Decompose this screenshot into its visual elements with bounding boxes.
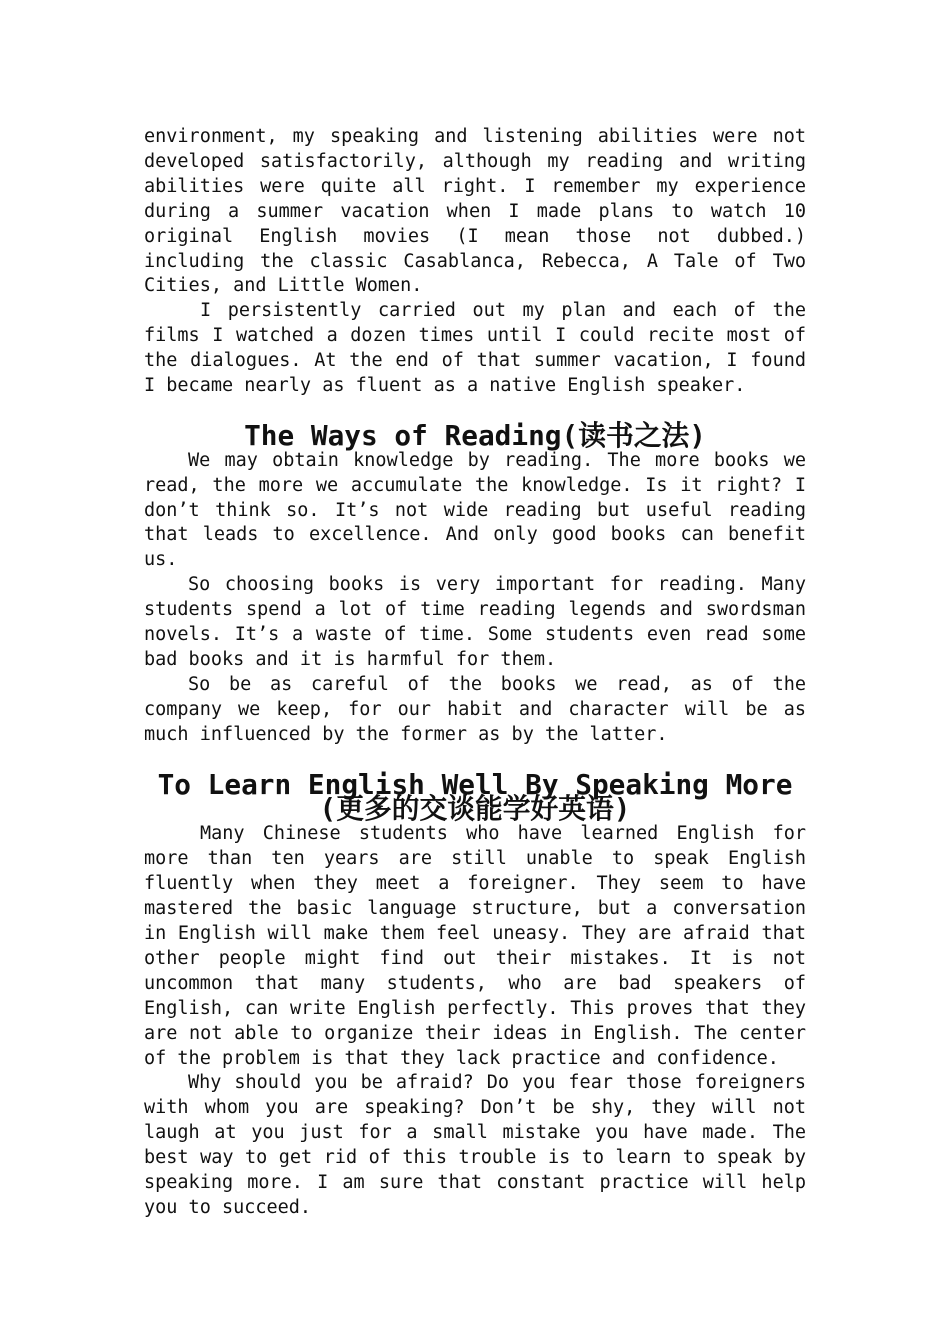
- reading-paragraph-3: So be as careful of the books we read, as of the company we keep, for our habit and character will be as much influenced by the former as by the latter.: [144, 673, 806, 745]
- speaking-paragraph-1: Many Chinese students who have learned English for more than ten years are still unable to speak English fluently when they meet a foreigner. They seem to have mastered the basic language structure, but a conversation in English will make them feel uneasy. They are afraid that other people might find out their mistakes. It is not uncommon that many students, who are bad speakers of English, can write English perfectly. This proves that they are not able to organize their ideas in English. The center of the problem is that they lack practice and confidence.: [144, 823, 806, 1069]
- speaking-section-subtitle: (更多的交谈能学好英语): [319, 792, 631, 826]
- document-page: [144, 125, 806, 1221]
- reading-paragraph-2: So choosing books is very important for reading. Many students spend a lot of time reading legends and swordsman novels. It’s a waste of time. Some students even read some bad books and it is harmful for them.: [144, 574, 806, 671]
- speaking-section-title: To Learn English Well By Speaking More: [157, 767, 793, 801]
- persistence-paragraph: I persistently carried out my plan and each of the films I watched a dozen times until I could recite most of the dialogues. At the end of that summer vacation, I found I became nearly as fluent as a native English speaker.: [144, 300, 806, 397]
- reading-section-title: The Ways of Reading(读书之法): [244, 418, 706, 452]
- intro-paragraph: environment, my speaking and listening abilities were not developed satisfactorily, although my reading and writing abilities were quite all right. I remember my experience during a summer vacation when I made plans to watch 10 original English movies (I mean those not dubbed.) including the classic Casablanca, Rebecca, A Tale of Two Cities, and Little Women.: [144, 126, 806, 297]
- reading-paragraph-1: We may obtain knowledge by reading. The more books we read, the more we accumulate the knowledge. Is it right? I don’t think so. It’s not wide reading but useful reading that leads to excellence. And only good books can benefit us.: [144, 449, 806, 571]
- speaking-paragraph-2: Why should you be afraid? Do you fear those foreigners with whom you are speaking? Don’t be shy, they will not laugh at you just for a small mistake you have made. The best way to get rid of this trouble is to learn to speak by speaking more. I am sure that constant practice will help you to succeed.: [144, 1072, 806, 1218]
